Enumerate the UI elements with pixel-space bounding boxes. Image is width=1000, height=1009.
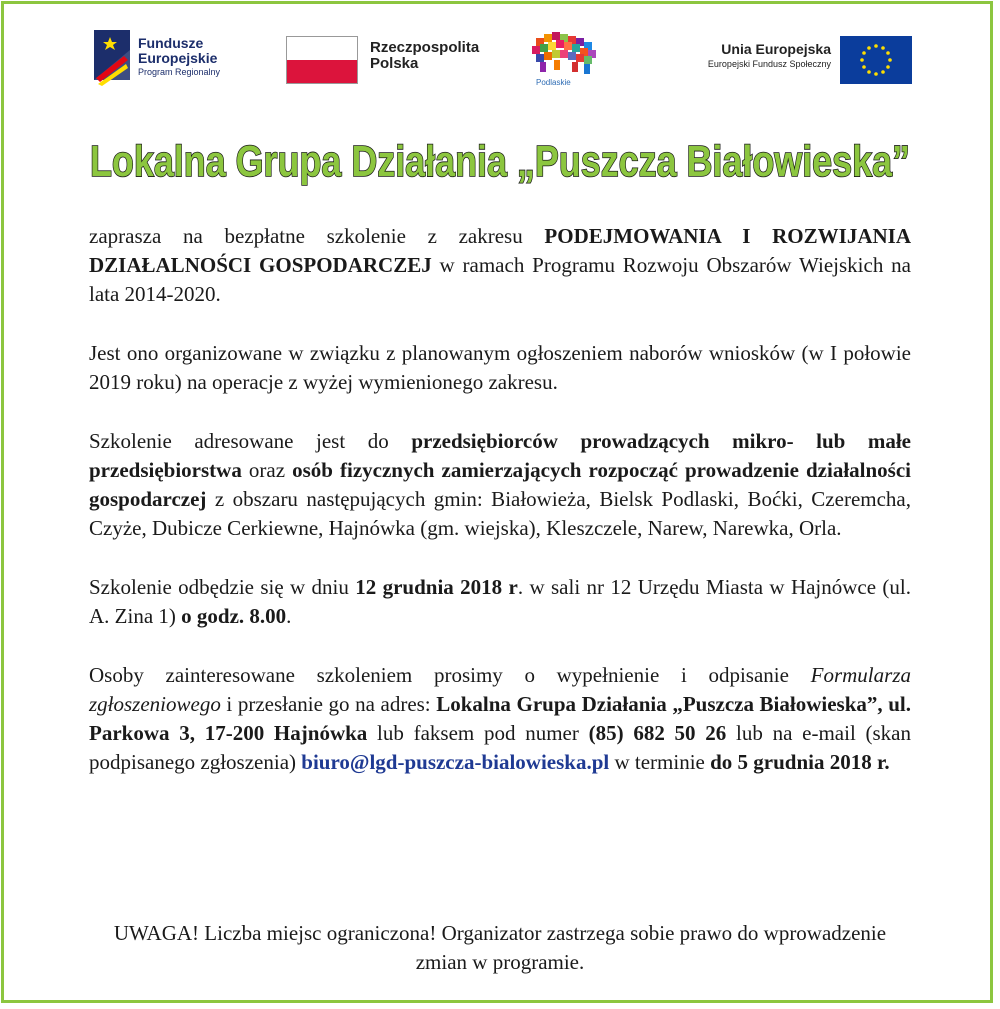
poland-logo-text: Rzeczpospolita Polska bbox=[370, 39, 480, 72]
paragraph-audience: Szkolenie adresowane jest do przedsiębiorców prowadzących mikro- lub małe przedsiębiorstwa oraz osób fizycznych zamierzających rozpocząć prowadzenie działalności gospodarczej z obszaru następujących gmin: Białowieża, Bielsk Podlaski, Boćki, Czeremcha, Czyże, Dubicze Cerkiewne, Hajnówka (gm. wiejska), Kleszczele, Narew, Narewka, Orla. bbox=[89, 429, 912, 540]
polish-flag-icon bbox=[286, 36, 358, 84]
funds-logo-text: Fundusze Europejskie Program Regionalny bbox=[138, 35, 221, 77]
funds-logo-icon bbox=[94, 28, 142, 88]
paragraph-date-venue: Szkolenie odbędzie się w dniu 12 grudnia 2018 r. w sali nr 12 Urzędu Miasta w Hajnówce (ul. A. Zina 1) o godz. 8.00. bbox=[89, 575, 912, 628]
notice-text: UWAGA! Liczba miejsc ograniczona! Organizator zastrzega sobie prawo do wprowadzenie zmian w programie. bbox=[113, 921, 887, 974]
announcement-body bbox=[89, 222, 911, 807]
logo-bar bbox=[86, 24, 914, 102]
paragraph-registration: Osoby zainteresowane szkoleniem prosimy o wypełnienie i odpisanie Formularza zgłoszeniowego i przesłanie go na adres: Lokalna Grupa Działania „Puszcza Białowieska”, ul. Parkowa 3, 17-200 Hajnówka lub faksem pod numer (85) 682 50 26 lub na e-mail (skan podpisanego zgłoszenia) biuro@lgd-puszcza-bialowieska.pl w terminie do 5 grudnia 2018 r. bbox=[89, 663, 911, 774]
paragraph-invitation: zaprasza na bezpłatne szkolenie z zakresu PODEJMOWANIA I ROZWIJANIA DZIAŁALNOŚCI GOSPODARCZEJ w ramach Programu Rozwoju Obszarów Wiejskich na lata 2014-2020. bbox=[89, 224, 911, 306]
paragraph-context: Jest ono organizowane w związku z planowanym ogłoszeniem naborów wniosków (w I połowie 2019 roku) na operacje z wyżej wymienionego zakresu. bbox=[89, 341, 911, 394]
eu-flag-icon bbox=[840, 36, 912, 84]
headline bbox=[60, 130, 940, 192]
email-link[interactable]: biuro@lgd-puszcza-bialowieska.pl bbox=[301, 750, 610, 774]
headline-text: Lokalna Grupa Działania „Puszcza Białowieska” bbox=[90, 137, 910, 186]
podlaskie-label: Podlaskie bbox=[536, 78, 571, 87]
eu-logo-text: Unia Europejska Europejski Fundusz Społeczny bbox=[707, 41, 831, 69]
podlaskie-bison-icon bbox=[526, 28, 606, 80]
